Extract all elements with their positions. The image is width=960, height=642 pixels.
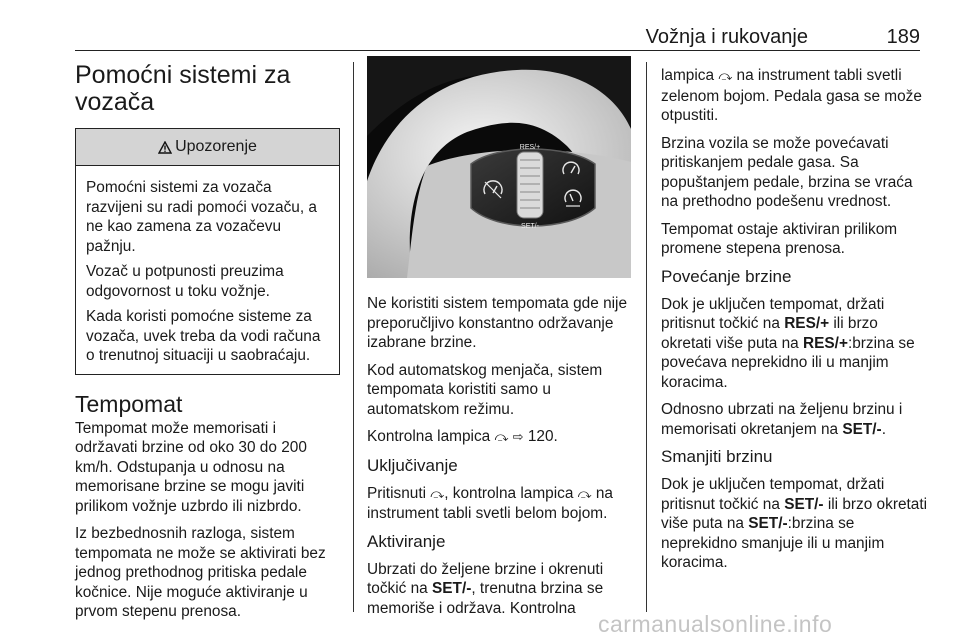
paragraph-text: Ubrzati do željene brzine i okrenuti točkić na: [367, 560, 604, 597]
paragraph-text: Kontrolna lampica: [367, 428, 491, 445]
key-label: SET/-: [784, 495, 824, 513]
set-label: SET/-: [521, 223, 539, 230]
paragraph: [661, 400, 931, 439]
key-label: SET/-: [842, 420, 882, 438]
cruise-control-icon: ⤼: [494, 430, 509, 445]
watermark: carmanualsonline.info: [598, 611, 833, 637]
warning-triangle-icon: [158, 141, 172, 154]
warning-box: [75, 128, 340, 375]
cruise-control-icon: ⤼: [718, 69, 733, 84]
column-2: [367, 294, 637, 626]
paragraph: Iz bezbednosnih razloga, sistem tempomata ne može se aktivirati bez jednog prethodnog pritiska pedale kočnice. Nije moguće aktiviranje u prvom stepenu prenosa.: [75, 525, 326, 620]
key-label: SET/-: [432, 580, 472, 597]
paragraph: Ne koristiti sistem tempomata gde nije preporučljivo konstantno održavanje izabrane brzine.: [367, 295, 628, 351]
header-rule: [75, 50, 920, 51]
paragraph-text: ili brzo okretati više puta na: [661, 315, 878, 352]
paragraph: Tempomat može memorisati i održavati brzine od oko 30 do 200 km/h. Odstupanja u odnosu na memorisane brzine se mogu javiti prilikom vožnje uzbrdo ili nizbrdo.: [75, 419, 307, 515]
warning-paragraph: Pomoćni sistemi za vozača razvijeni su radi pomoći vozaču, a ne kao zamena za vozačevu pažnju.: [86, 179, 317, 255]
heading-smanjiti-brzinu: Smanjiti brzinu: [661, 447, 773, 466]
column-1: [75, 62, 340, 630]
cruise-control-icon: ⤼: [577, 486, 592, 502]
paragraph: Kod automatskog menjača, sistem tempomata koristiti samo u automatskom režimu.: [367, 361, 603, 418]
paragraph-text: lampica: [661, 67, 715, 84]
paragraph-text: na instrument tabli svetli zelenom bojom. Pedala gasa se može otpustiti.: [661, 67, 922, 124]
paragraph: [367, 427, 637, 448]
page-reference: 120.: [527, 428, 558, 445]
paragraph: Brzina vozila se može povećavati pritiskanjem pedale gasa. Sa popuštanjem pedale, brzina se vraća na prethodno podešenu vrednost.: [661, 134, 913, 210]
column-divider: [353, 62, 354, 612]
running-header: [75, 26, 920, 48]
page-title: Pomoćni sistemi za vozača: [75, 61, 291, 116]
paragraph-text: Dok je uključen tempomat, držati pritisnut točkić na: [661, 295, 885, 332]
paragraph: [367, 484, 637, 524]
cruise-control-icon: ⤼: [430, 486, 445, 502]
paragraph: [661, 295, 931, 393]
key-label: SET/-: [748, 515, 788, 532]
section-title: Vožnja i rukovanje: [645, 26, 808, 48]
paragraph-text: , trenutna brzina se memoriše i održava. Kontrolna: [367, 580, 604, 617]
warning-label: Upozorenje: [175, 138, 257, 156]
heading-tempomat: Tempomat: [75, 390, 183, 417]
heading-ukljucivanje: Uključivanje: [367, 455, 458, 475]
paragraph-text: Pritisnuti: [367, 484, 427, 502]
page-reference-icon: ⇨: [512, 430, 524, 445]
paragraph-text: Odnosno ubrzati na željenu brzinu i memorisati okretanjem na: [661, 401, 903, 438]
key-label: RES/+: [784, 315, 830, 332]
paragraph-text: , kontrolna lampica: [444, 484, 574, 502]
paragraph: [661, 66, 931, 126]
key-label: RES/+: [803, 334, 848, 352]
column-divider: [646, 62, 647, 612]
steering-wheel-illustration: [367, 56, 631, 278]
paragraph: Tempomat ostaje aktiviran prilikom promene stepena prenosa.: [661, 220, 898, 257]
warning-paragraph: Vozač u potpunosti preuzima odgovornost u toku vožnje.: [86, 263, 284, 300]
warning-body: [76, 166, 339, 374]
heading-povecanje-brzine: Povećanje brzine: [661, 266, 792, 286]
page-number: 189: [886, 26, 920, 48]
paragraph-text: .: [881, 420, 886, 438]
heading-aktiviranje: Aktiviranje: [367, 531, 446, 551]
paragraph: [661, 475, 931, 573]
paragraph-text: :brzina se neprekidno smanjuje ili u manjim koracima.: [661, 515, 885, 571]
paragraph-text: :brzina se povećava neprekidno ili u manjim koracima.: [661, 334, 915, 391]
steering-wheel-figure: [367, 56, 631, 278]
paragraph-text: ili brzo okretati više puta na: [661, 495, 928, 532]
paragraph: [367, 560, 637, 619]
res-label: RES/+: [519, 144, 541, 151]
column-3: [661, 66, 931, 581]
warning-header: [76, 129, 339, 166]
paragraph-text: na instrument tabli svetli belom bojom.: [367, 484, 613, 522]
warning-paragraph: Kada koristi pomoćne sisteme za vozača, uvek treba da vodi računa o trenutnoj situaciji u saobraćaju.: [86, 308, 321, 364]
paragraph-text: Dok je uključen tempomat, držati pritisnut točkić na: [661, 476, 885, 513]
